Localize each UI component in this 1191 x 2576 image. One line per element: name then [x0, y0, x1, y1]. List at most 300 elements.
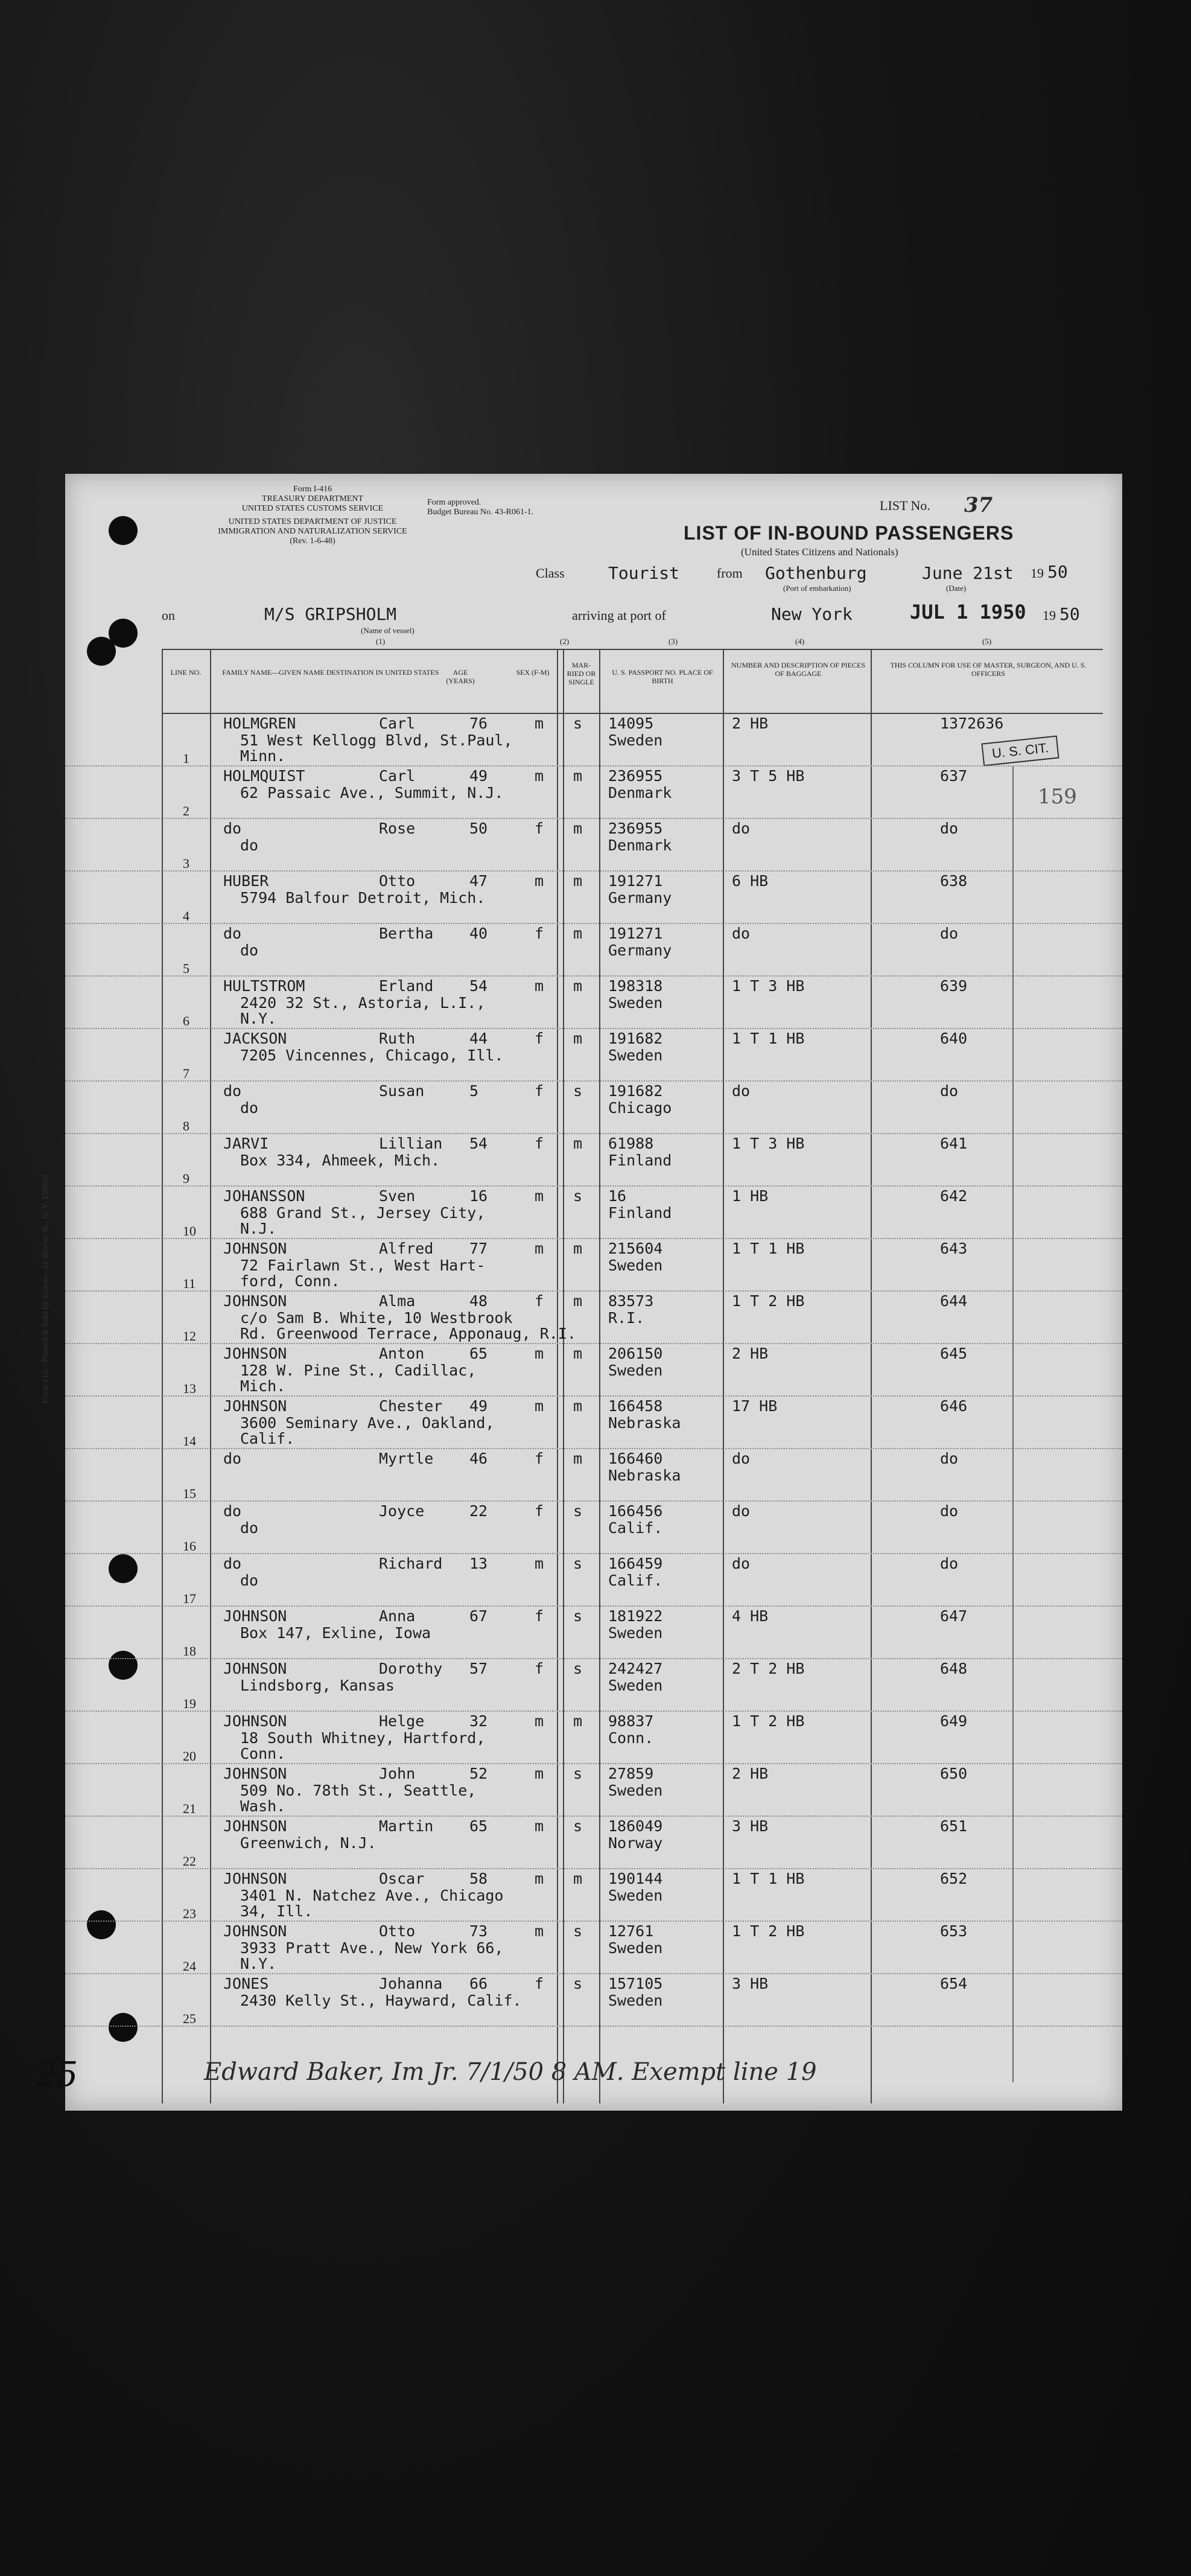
cell-given: Myrtle	[379, 1450, 434, 1467]
cell-family: JOHNSON	[223, 1607, 287, 1625]
cell-officer: 650	[940, 1765, 968, 1782]
dept-line: UNITED STATES CUSTOMS SERVICE	[241, 504, 384, 513]
cell-age: 5	[469, 1082, 479, 1100]
cell-given: Lillian	[379, 1135, 443, 1152]
table-row	[65, 1134, 1122, 1187]
cell-ms: s	[573, 1975, 583, 1992]
printer-imprint: Form 112—Printed & Sold by Union—21 Beaver St., N. Y. 156836	[41, 1174, 50, 1403]
dept-line: TREASURY DEPARTMENT	[261, 494, 364, 503]
cell-family: JOHNSON	[223, 1292, 287, 1310]
cell-family: JOHNSON	[223, 1345, 287, 1362]
cell-sex: f	[535, 1135, 544, 1152]
cell-addr1: 688 Grand St., Jersey City,	[240, 1204, 486, 1222]
cell-passport: 206150	[608, 1345, 663, 1362]
cell-family: JACKSON	[223, 1030, 287, 1047]
cell-family: JOHNSON	[223, 1660, 287, 1677]
cell-given: Alfred	[379, 1240, 434, 1257]
cell-addr1: Box 334, Ahmeek, Mich.	[240, 1152, 440, 1169]
cell-sex: f	[535, 1292, 544, 1310]
cell-passport: 242427	[608, 1660, 663, 1677]
line-number: 21	[183, 1801, 196, 1816]
line-number: 10	[183, 1223, 196, 1239]
table-row	[65, 872, 1122, 924]
line-number: 9	[183, 1171, 189, 1186]
cell-birth: Sweden	[608, 1782, 663, 1799]
tally-count: 159	[1038, 785, 1077, 809]
cell-passport: 14095	[608, 715, 654, 732]
cell-officer: do	[940, 1082, 959, 1100]
cell-passport: 198318	[608, 977, 663, 995]
cell-family: HOLMGREN	[223, 715, 296, 732]
cell-addr1: do	[240, 837, 259, 854]
cell-ms: s	[573, 1922, 583, 1940]
cell-ms: m	[573, 1345, 583, 1362]
cell-passport: 215604	[608, 1240, 663, 1257]
table-row	[65, 1397, 1122, 1449]
cell-officer: 640	[940, 1030, 968, 1047]
cell-ms: m	[573, 872, 583, 890]
cell-addr1: do	[240, 1519, 259, 1537]
manifest-sheet	[35, 474, 1122, 2111]
class-value: Tourist	[608, 563, 680, 583]
cell-baggage: 1 T 1 HB	[732, 1030, 805, 1047]
cell-officer: 647	[940, 1607, 968, 1625]
arrival-port-value: New York	[771, 604, 853, 624]
cell-age: 49	[469, 1397, 488, 1415]
cell-sex: f	[535, 820, 544, 837]
cell-family: do	[223, 1450, 242, 1467]
cell-baggage: 1 T 2 HB	[732, 1712, 805, 1730]
cell-age: 44	[469, 1030, 488, 1047]
cell-sex: m	[535, 1555, 544, 1572]
cell-sex: m	[535, 1817, 544, 1835]
cell-officer: 639	[940, 977, 968, 995]
cell-age: 73	[469, 1922, 488, 1940]
cell-given: Alma	[379, 1292, 416, 1310]
line-number: 17	[183, 1591, 196, 1606]
cell-ms: s	[573, 1765, 583, 1782]
cell-family: JOHNSON	[223, 1240, 287, 1257]
cell-family: JOHNSON	[223, 1397, 287, 1415]
cell-addr1: do	[240, 942, 259, 959]
cell-family: JOHNSON	[223, 1870, 287, 1887]
cell-family: JOHNSON	[223, 1712, 287, 1730]
line-number: 13	[183, 1381, 196, 1396]
cell-addr1: 5794 Balfour Detroit, Mich.	[240, 889, 486, 907]
cell-addr2: Rd. Greenwood Terrace, Apponaug, R.I.	[240, 1325, 576, 1342]
cell-baggage: do	[732, 1450, 751, 1467]
line-number: 18	[183, 1643, 196, 1659]
cell-addr1: 128 W. Pine St., Cadillac,	[240, 1362, 477, 1379]
table-row	[65, 819, 1122, 872]
cell-family: do	[223, 925, 242, 942]
table-row	[65, 1187, 1122, 1239]
table-row	[65, 767, 1122, 819]
line-number: 25	[183, 2011, 196, 2026]
cell-sex: m	[535, 872, 544, 890]
cell-birth: Germany	[608, 889, 672, 907]
cell-passport: 236955	[608, 767, 663, 785]
cell-given: Anton	[379, 1345, 425, 1362]
justice-line: IMMIGRATION AND NATURALIZATION SERVICE	[218, 527, 407, 536]
cell-family: HOLMQUIST	[223, 767, 305, 785]
cell-age: 58	[469, 1870, 488, 1887]
cell-family: JOHNSON	[223, 1765, 287, 1782]
cell-sex: m	[535, 715, 544, 732]
cell-addr1: 72 Fairlawn St., West Hart-	[240, 1257, 486, 1274]
form-header-block	[240, 485, 385, 514]
cell-age: 52	[469, 1765, 488, 1782]
list-no-label: LIST No.	[880, 498, 930, 513]
cell-given: Carl	[379, 767, 416, 785]
cell-baggage: 2 HB	[732, 1345, 769, 1362]
handwritten-total: 25	[35, 2055, 78, 2094]
cell-sex: m	[535, 1240, 544, 1257]
cell-addr2: N.Y.	[240, 1010, 277, 1027]
officer-signature-note: Edward Baker, Im Jr. 7/1/50 8 AM. Exempt line 19	[204, 2058, 817, 2086]
cell-family: do	[223, 1555, 242, 1572]
departure-date-value: June 21st	[922, 563, 1014, 583]
cell-baggage: 1 T 1 HB	[732, 1870, 805, 1887]
cell-ms: m	[573, 1397, 583, 1415]
cell-sex: m	[535, 1397, 544, 1415]
cell-birth: Sweden	[608, 1624, 663, 1642]
line-number: 14	[183, 1433, 196, 1449]
cell-officer: do	[940, 1450, 959, 1467]
cell-age: 57	[469, 1660, 488, 1677]
cell-addr2: Minn.	[240, 747, 286, 765]
vessel-name-value: M/S GRIPSHOLM	[264, 604, 397, 624]
line-number: 6	[183, 1013, 189, 1028]
cell-birth: Denmark	[608, 784, 672, 802]
cell-ms: m	[573, 1135, 583, 1152]
cell-given: John	[379, 1765, 416, 1782]
cell-age: 65	[469, 1817, 488, 1835]
cell-ms: s	[573, 1082, 583, 1100]
cell-age: 13	[469, 1555, 488, 1572]
col-number: (1)	[376, 637, 386, 646]
cell-officer: 638	[940, 872, 968, 890]
cell-passport: 12761	[608, 1922, 654, 1940]
line-number: 1	[183, 751, 189, 766]
cell-baggage: 6 HB	[732, 872, 769, 890]
table-row	[65, 1607, 1122, 1659]
cell-addr1: 3933 Pratt Ave., New York 66,	[240, 1939, 504, 1957]
table-row	[65, 1502, 1122, 1554]
cell-ms: m	[573, 1030, 583, 1047]
table-row	[65, 1344, 1122, 1397]
cell-age: 47	[469, 872, 488, 890]
cell-ms: m	[573, 1240, 583, 1257]
cell-ms: m	[573, 925, 583, 942]
table-row	[65, 1659, 1122, 1712]
cell-family: do	[223, 820, 242, 837]
cell-family: HUBER	[223, 872, 269, 890]
cell-ms: m	[573, 1712, 583, 1730]
cell-birth: Calif.	[608, 1572, 663, 1589]
cell-age: 77	[469, 1240, 488, 1257]
year-prefix: 19	[1031, 566, 1044, 581]
year-value: 50	[1047, 562, 1068, 582]
cell-officer: 637	[940, 767, 968, 785]
cell-ms: m	[573, 1292, 583, 1310]
table-row	[65, 1764, 1122, 1817]
justice-rev: (Rev. 1-6-48)	[290, 537, 335, 546]
table-row	[65, 1974, 1122, 2027]
cell-officer: 651	[940, 1817, 968, 1835]
cell-officer: 645	[940, 1345, 968, 1362]
cell-sex: m	[535, 1187, 544, 1205]
cell-age: 50	[469, 820, 488, 837]
cell-given: Erland	[379, 977, 434, 995]
cell-ms: m	[573, 977, 583, 995]
cell-family: JOHNSON	[223, 1817, 287, 1835]
cell-birth: Conn.	[608, 1729, 654, 1747]
cell-ms: s	[573, 1187, 583, 1205]
cell-given: Anna	[379, 1607, 416, 1625]
cell-addr2: Mich.	[240, 1377, 286, 1395]
cell-birth: Finland	[608, 1152, 672, 1169]
line-number: 2	[183, 803, 189, 818]
cell-officer: 648	[940, 1660, 968, 1677]
document-subtitle: (United States Citizens and Nationals)	[741, 546, 898, 558]
line-number: 24	[183, 1959, 196, 1974]
line-number: 22	[183, 1854, 196, 1869]
cell-age: 65	[469, 1345, 488, 1362]
cell-officer: 649	[940, 1712, 968, 1730]
cell-given: Susan	[379, 1082, 425, 1100]
cell-ms: s	[573, 1555, 583, 1572]
cell-given: Martin	[379, 1817, 434, 1835]
cell-addr1: 509 No. 78th St., Seattle,	[240, 1782, 477, 1799]
col-header-passport: U. S. PASSPORT NO. PLACE OF BIRTH	[612, 668, 713, 685]
table-row	[65, 1869, 1122, 1922]
cell-baggage: 1 T 3 HB	[732, 1135, 805, 1152]
cell-addr1: Greenwich, N.J.	[240, 1834, 376, 1852]
cell-sex: f	[535, 925, 544, 942]
cell-given: Otto	[379, 1922, 416, 1940]
cell-addr2: Wash.	[240, 1797, 286, 1815]
cell-family: do	[223, 1082, 242, 1100]
line-number: 7	[183, 1066, 189, 1081]
cell-birth: Sweden	[608, 1047, 663, 1064]
cell-officer: 652	[940, 1870, 968, 1887]
cell-passport: 191271	[608, 872, 663, 890]
col-header-age: AGE (YEARS)	[446, 668, 475, 685]
cell-addr1: 7205 Vincennes, Chicago, Ill.	[240, 1047, 504, 1064]
cell-baggage: do	[732, 1555, 751, 1572]
cell-sex: m	[535, 1870, 544, 1887]
cell-given: Chester	[379, 1397, 443, 1415]
cell-birth: Denmark	[608, 837, 672, 854]
from-label: from	[717, 566, 743, 581]
cell-given: Helge	[379, 1712, 425, 1730]
arrival-date-stamp: JUL 1 1950	[910, 601, 1026, 623]
cell-baggage: 2 T 2 HB	[732, 1660, 805, 1677]
document-title: LIST OF IN-BOUND PASSENGERS	[684, 522, 1014, 544]
cell-age: 54	[469, 977, 488, 995]
table-row	[65, 1292, 1122, 1344]
cell-baggage: do	[732, 1082, 751, 1100]
cell-sex: f	[535, 1082, 544, 1100]
cell-birth: Chicago	[608, 1099, 672, 1117]
cell-passport: 191271	[608, 925, 663, 942]
date-caption: (Date)	[946, 584, 967, 593]
port-embarkation-value: Gothenburg	[765, 563, 867, 583]
cell-passport: 98837	[608, 1712, 654, 1730]
cell-addr1: 18 South Whitney, Hartford,	[240, 1729, 486, 1747]
cell-baggage: 3 T 5 HB	[732, 767, 805, 785]
cell-birth: Sweden	[608, 1677, 663, 1694]
col-number: (3)	[669, 637, 678, 646]
cell-birth: Sweden	[608, 732, 663, 749]
approval-block	[427, 498, 533, 517]
cell-baggage: do	[732, 1502, 751, 1520]
cell-birth: Calif.	[608, 1519, 663, 1537]
cell-birth: Sweden	[608, 1992, 663, 2009]
col-header-sex: SEX (F-M)	[516, 668, 550, 677]
table-row	[65, 924, 1122, 977]
cell-officer: do	[940, 925, 959, 942]
table-row	[65, 1712, 1122, 1764]
cell-officer: 654	[940, 1975, 968, 1992]
cell-addr1: c/o Sam B. White, 10 Westbrook	[240, 1309, 513, 1327]
cell-ms: m	[573, 820, 583, 837]
cell-birth: Sweden	[608, 1362, 663, 1379]
cell-sex: m	[535, 1712, 544, 1730]
cell-birth: Nebraska	[608, 1467, 681, 1484]
cell-baggage: 1 HB	[732, 1187, 769, 1205]
cell-sex: m	[535, 1345, 544, 1362]
cell-addr2: 34, Ill.	[240, 1902, 313, 1920]
cell-addr1: 62 Passaic Ave., Summit, N.J.	[240, 784, 504, 802]
cell-birth: Germany	[608, 942, 672, 959]
cell-sex: m	[535, 1922, 544, 1940]
col-number: (4)	[795, 637, 805, 646]
line-number: 11	[183, 1276, 196, 1291]
cell-ms: s	[573, 1817, 583, 1835]
cell-addr1: 2430 Kelly St., Hayward, Calif.	[240, 1992, 522, 2009]
cell-baggage: do	[732, 820, 751, 837]
cell-age: 54	[469, 1135, 488, 1152]
cell-passport: 190144	[608, 1870, 663, 1887]
cell-birth: Sweden	[608, 1887, 663, 1904]
cell-family: do	[223, 1502, 242, 1520]
arrival-year-value: 50	[1059, 604, 1080, 624]
cell-baggage: do	[732, 925, 751, 942]
cell-ms: s	[573, 1660, 583, 1677]
line-number: 20	[183, 1749, 196, 1764]
cell-officer: 646	[940, 1397, 968, 1415]
cell-birth: R.I.	[608, 1309, 645, 1327]
cell-passport: 191682	[608, 1030, 663, 1047]
col-header-line-no: LINE NO.	[170, 668, 202, 677]
cell-given: Ruth	[379, 1030, 416, 1047]
cell-addr1: 3401 N. Natchez Ave., Chicago	[240, 1887, 504, 1904]
cell-officer: do	[940, 1502, 959, 1520]
col-header-married: MAR-RIED OR SINGLE	[567, 661, 596, 686]
cell-baggage: 4 HB	[732, 1607, 769, 1625]
punch-hole	[109, 516, 138, 545]
table-row	[65, 977, 1122, 1029]
cell-baggage: 3 HB	[732, 1817, 769, 1835]
cell-family: JOHNSON	[223, 1922, 287, 1940]
cell-baggage: 1 T 1 HB	[732, 1240, 805, 1257]
cell-baggage: 2 HB	[732, 1765, 769, 1782]
cell-passport: 236955	[608, 820, 663, 837]
cell-officer: 642	[940, 1187, 968, 1205]
col-header-officers: THIS COLUMN FOR USE OF MASTER, SURGEON, AND U. S. OFFICERS	[890, 661, 1087, 678]
line-number: 5	[183, 961, 189, 976]
cell-ms: m	[573, 1870, 583, 1887]
cell-officer: 644	[940, 1292, 968, 1310]
line-number: 16	[183, 1538, 196, 1554]
cell-addr1: do	[240, 1099, 259, 1117]
us-citizen-stamp: U. S. CIT.	[981, 736, 1059, 767]
cell-officer: do	[940, 1555, 959, 1572]
cell-sex: f	[535, 1660, 544, 1677]
cell-age: 49	[469, 767, 488, 785]
table-row	[65, 1922, 1122, 1974]
cell-addr1: Lindsborg, Kansas	[240, 1677, 395, 1694]
cell-passport: 157105	[608, 1975, 663, 1992]
cell-given: Dorothy	[379, 1660, 443, 1677]
cell-ms: m	[573, 767, 583, 785]
cell-given: Richard	[379, 1555, 443, 1572]
cell-addr1: 51 West Kellogg Blvd, St.Paul,	[240, 732, 513, 749]
cell-passport: 166459	[608, 1555, 663, 1572]
table-row	[65, 1239, 1122, 1292]
justice-block	[162, 517, 463, 546]
cell-birth: Sweden	[608, 994, 663, 1012]
cell-age: 48	[469, 1292, 488, 1310]
table-row	[65, 1029, 1122, 1082]
cell-sex: m	[535, 1765, 544, 1782]
cell-ms: s	[573, 715, 583, 732]
cell-addr1: do	[240, 1572, 259, 1589]
cell-officer: 641	[940, 1135, 968, 1152]
col-number: (2)	[560, 637, 570, 646]
table-row	[65, 1082, 1122, 1134]
cell-given: Bertha	[379, 925, 434, 942]
cell-passport: 27859	[608, 1765, 654, 1782]
arriving-label: arriving at port of	[572, 608, 666, 623]
table-top-rule	[162, 649, 1103, 650]
cell-ms: s	[573, 1607, 583, 1625]
cell-passport: 191682	[608, 1082, 663, 1100]
cell-baggage: 1 T 3 HB	[732, 977, 805, 995]
line-number: 8	[183, 1118, 189, 1133]
cell-sex: f	[535, 1450, 544, 1467]
cell-age: 22	[469, 1502, 488, 1520]
cell-passport: 186049	[608, 1817, 663, 1835]
cell-sex: f	[535, 1975, 544, 1992]
line-number: 3	[183, 856, 189, 871]
cell-birth: Nebraska	[608, 1414, 681, 1432]
cell-age: 46	[469, 1450, 488, 1467]
cell-baggage: 3 HB	[732, 1975, 769, 1992]
cell-age: 16	[469, 1187, 488, 1205]
col-number: (5)	[982, 637, 992, 646]
cell-sex: f	[535, 1502, 544, 1520]
cell-addr2: Calif.	[240, 1430, 295, 1447]
cell-addr2: Conn.	[240, 1745, 286, 1762]
cell-passport: 166456	[608, 1502, 663, 1520]
approval-line: Form approved.	[427, 498, 481, 507]
cell-given: Joyce	[379, 1502, 425, 1520]
cell-family: JOHANSSON	[223, 1187, 305, 1205]
list-no-value: 37	[964, 493, 993, 517]
